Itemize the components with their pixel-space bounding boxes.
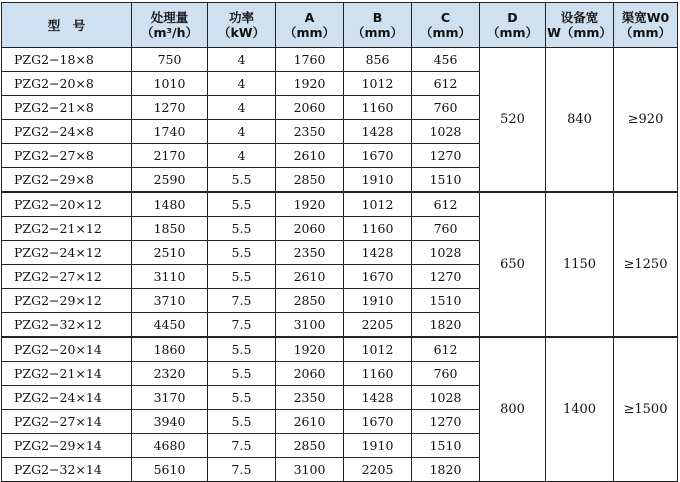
cell-dim-b: 1910 (344, 168, 412, 193)
cell-dim-a: 2610 (276, 265, 344, 289)
cell-dim-c: 612 (412, 72, 480, 96)
cell-power: 5.5 (208, 241, 276, 265)
cell-power: 5.5 (208, 192, 276, 217)
cell-dim-a: 3100 (276, 458, 344, 482)
header-capacity: 处理量 （m³/h） (132, 3, 208, 48)
cell-power: 5.5 (208, 168, 276, 193)
cell-dim-c: 612 (412, 337, 480, 362)
cell-capacity: 3170 (132, 386, 208, 410)
cell-power: 5.5 (208, 217, 276, 241)
cell-power: 7.5 (208, 313, 276, 338)
cell-model: PZG2−24×14 (2, 386, 132, 410)
table-body (2, 48, 678, 482)
cell-d: 520 (480, 48, 546, 193)
cell-dim-b: 1012 (344, 72, 412, 96)
cell-dim-c: 1028 (412, 241, 480, 265)
cell-power: 7.5 (208, 458, 276, 482)
cell-d: 650 (480, 192, 546, 337)
cell-dim-b: 2205 (344, 313, 412, 338)
cell-dim-c: 1820 (412, 313, 480, 338)
cell-dim-b: 1670 (344, 144, 412, 168)
table-row (2, 192, 678, 217)
cell-model: PZG2−29×8 (2, 168, 132, 193)
cell-dim-a: 2350 (276, 241, 344, 265)
cell-capacity: 750 (132, 48, 208, 72)
header-c: C （mm） (412, 3, 480, 48)
header-d: D （mm） (480, 3, 546, 48)
cell-dim-a: 2060 (276, 362, 344, 386)
cell-power: 5.5 (208, 337, 276, 362)
cell-channel-width: ≥1250 (614, 192, 678, 337)
cell-d: 800 (480, 337, 546, 482)
spec-table (1, 2, 678, 482)
cell-dim-a: 2350 (276, 386, 344, 410)
cell-dim-c: 760 (412, 217, 480, 241)
cell-model: PZG2−32×14 (2, 458, 132, 482)
cell-dim-b: 1160 (344, 362, 412, 386)
cell-dim-c: 1510 (412, 434, 480, 458)
cell-model: PZG2−21×8 (2, 96, 132, 120)
header-b: B （mm） (344, 3, 412, 48)
cell-dim-b: 1910 (344, 289, 412, 313)
cell-dim-c: 612 (412, 192, 480, 217)
cell-dim-c: 1028 (412, 120, 480, 144)
cell-device-width: 1400 (546, 337, 614, 482)
cell-dim-a: 2850 (276, 289, 344, 313)
cell-capacity: 2590 (132, 168, 208, 193)
cell-model: PZG2−20×14 (2, 337, 132, 362)
cell-capacity: 4450 (132, 313, 208, 338)
header-row (2, 3, 678, 48)
cell-power: 7.5 (208, 289, 276, 313)
header-a: A （mm） (276, 3, 344, 48)
cell-dim-a: 2060 (276, 96, 344, 120)
cell-power: 4 (208, 144, 276, 168)
cell-capacity: 1480 (132, 192, 208, 217)
header-power: 功率 （kW） (208, 3, 276, 48)
cell-power: 4 (208, 48, 276, 72)
cell-dim-c: 1270 (412, 144, 480, 168)
cell-capacity: 5610 (132, 458, 208, 482)
cell-capacity: 4680 (132, 434, 208, 458)
cell-dim-c: 1510 (412, 168, 480, 193)
cell-dim-b: 1428 (344, 241, 412, 265)
cell-dim-b: 1012 (344, 192, 412, 217)
header-device-width: 设备宽 W（mm） (546, 3, 614, 48)
cell-dim-b: 2205 (344, 458, 412, 482)
cell-power: 5.5 (208, 386, 276, 410)
cell-capacity: 1010 (132, 72, 208, 96)
cell-dim-b: 1428 (344, 386, 412, 410)
cell-dim-b: 1160 (344, 96, 412, 120)
cell-dim-c: 760 (412, 96, 480, 120)
cell-model: PZG2−24×8 (2, 120, 132, 144)
cell-dim-a: 1920 (276, 72, 344, 96)
cell-capacity: 3110 (132, 265, 208, 289)
cell-dim-b: 1160 (344, 217, 412, 241)
cell-dim-c: 1510 (412, 289, 480, 313)
table-row (2, 48, 678, 72)
header-channel-width: 渠宽W0 （mm） (614, 3, 678, 48)
cell-dim-a: 1920 (276, 337, 344, 362)
cell-dim-c: 1270 (412, 410, 480, 434)
cell-model: PZG2−18×8 (2, 48, 132, 72)
cell-model: PZG2−29×14 (2, 434, 132, 458)
cell-dim-a: 2610 (276, 144, 344, 168)
cell-model: PZG2−20×8 (2, 72, 132, 96)
cell-capacity: 2320 (132, 362, 208, 386)
cell-model: PZG2−27×8 (2, 144, 132, 168)
cell-dim-b: 1670 (344, 410, 412, 434)
cell-dim-c: 1270 (412, 265, 480, 289)
header-model: 型 号 (2, 3, 132, 48)
cell-power: 5.5 (208, 362, 276, 386)
cell-power: 4 (208, 120, 276, 144)
cell-dim-a: 2610 (276, 410, 344, 434)
cell-dim-c: 1028 (412, 386, 480, 410)
cell-model: PZG2−27×12 (2, 265, 132, 289)
cell-dim-b: 1670 (344, 265, 412, 289)
cell-dim-a: 2850 (276, 168, 344, 193)
cell-channel-width: ≥920 (614, 48, 678, 193)
cell-dim-b: 1910 (344, 434, 412, 458)
cell-model: PZG2−20×12 (2, 192, 132, 217)
cell-dim-c: 1820 (412, 458, 480, 482)
cell-dim-a: 1760 (276, 48, 344, 72)
cell-dim-a: 2350 (276, 120, 344, 144)
cell-dim-c: 456 (412, 48, 480, 72)
cell-model: PZG2−29×12 (2, 289, 132, 313)
cell-capacity: 2170 (132, 144, 208, 168)
cell-dim-a: 1920 (276, 192, 344, 217)
cell-dim-b: 1012 (344, 337, 412, 362)
cell-model: PZG2−24×12 (2, 241, 132, 265)
cell-power: 5.5 (208, 410, 276, 434)
cell-model: PZG2−21×14 (2, 362, 132, 386)
cell-capacity: 1270 (132, 96, 208, 120)
cell-power: 7.5 (208, 434, 276, 458)
cell-model: PZG2−32×12 (2, 313, 132, 338)
cell-dim-b: 856 (344, 48, 412, 72)
cell-device-width: 840 (546, 48, 614, 193)
cell-capacity: 3710 (132, 289, 208, 313)
cell-capacity: 1740 (132, 120, 208, 144)
cell-power: 5.5 (208, 265, 276, 289)
cell-dim-c: 760 (412, 362, 480, 386)
cell-capacity: 2510 (132, 241, 208, 265)
cell-channel-width: ≥1500 (614, 337, 678, 482)
cell-capacity: 1850 (132, 217, 208, 241)
cell-capacity: 1860 (132, 337, 208, 362)
cell-model: PZG2−27×14 (2, 410, 132, 434)
cell-power: 4 (208, 72, 276, 96)
cell-dim-a: 2060 (276, 217, 344, 241)
table-row (2, 337, 678, 362)
cell-power: 4 (208, 96, 276, 120)
cell-dim-a: 2850 (276, 434, 344, 458)
cell-dim-b: 1428 (344, 120, 412, 144)
cell-capacity: 3940 (132, 410, 208, 434)
cell-model: PZG2−21×12 (2, 217, 132, 241)
cell-device-width: 1150 (546, 192, 614, 337)
cell-dim-a: 3100 (276, 313, 344, 338)
